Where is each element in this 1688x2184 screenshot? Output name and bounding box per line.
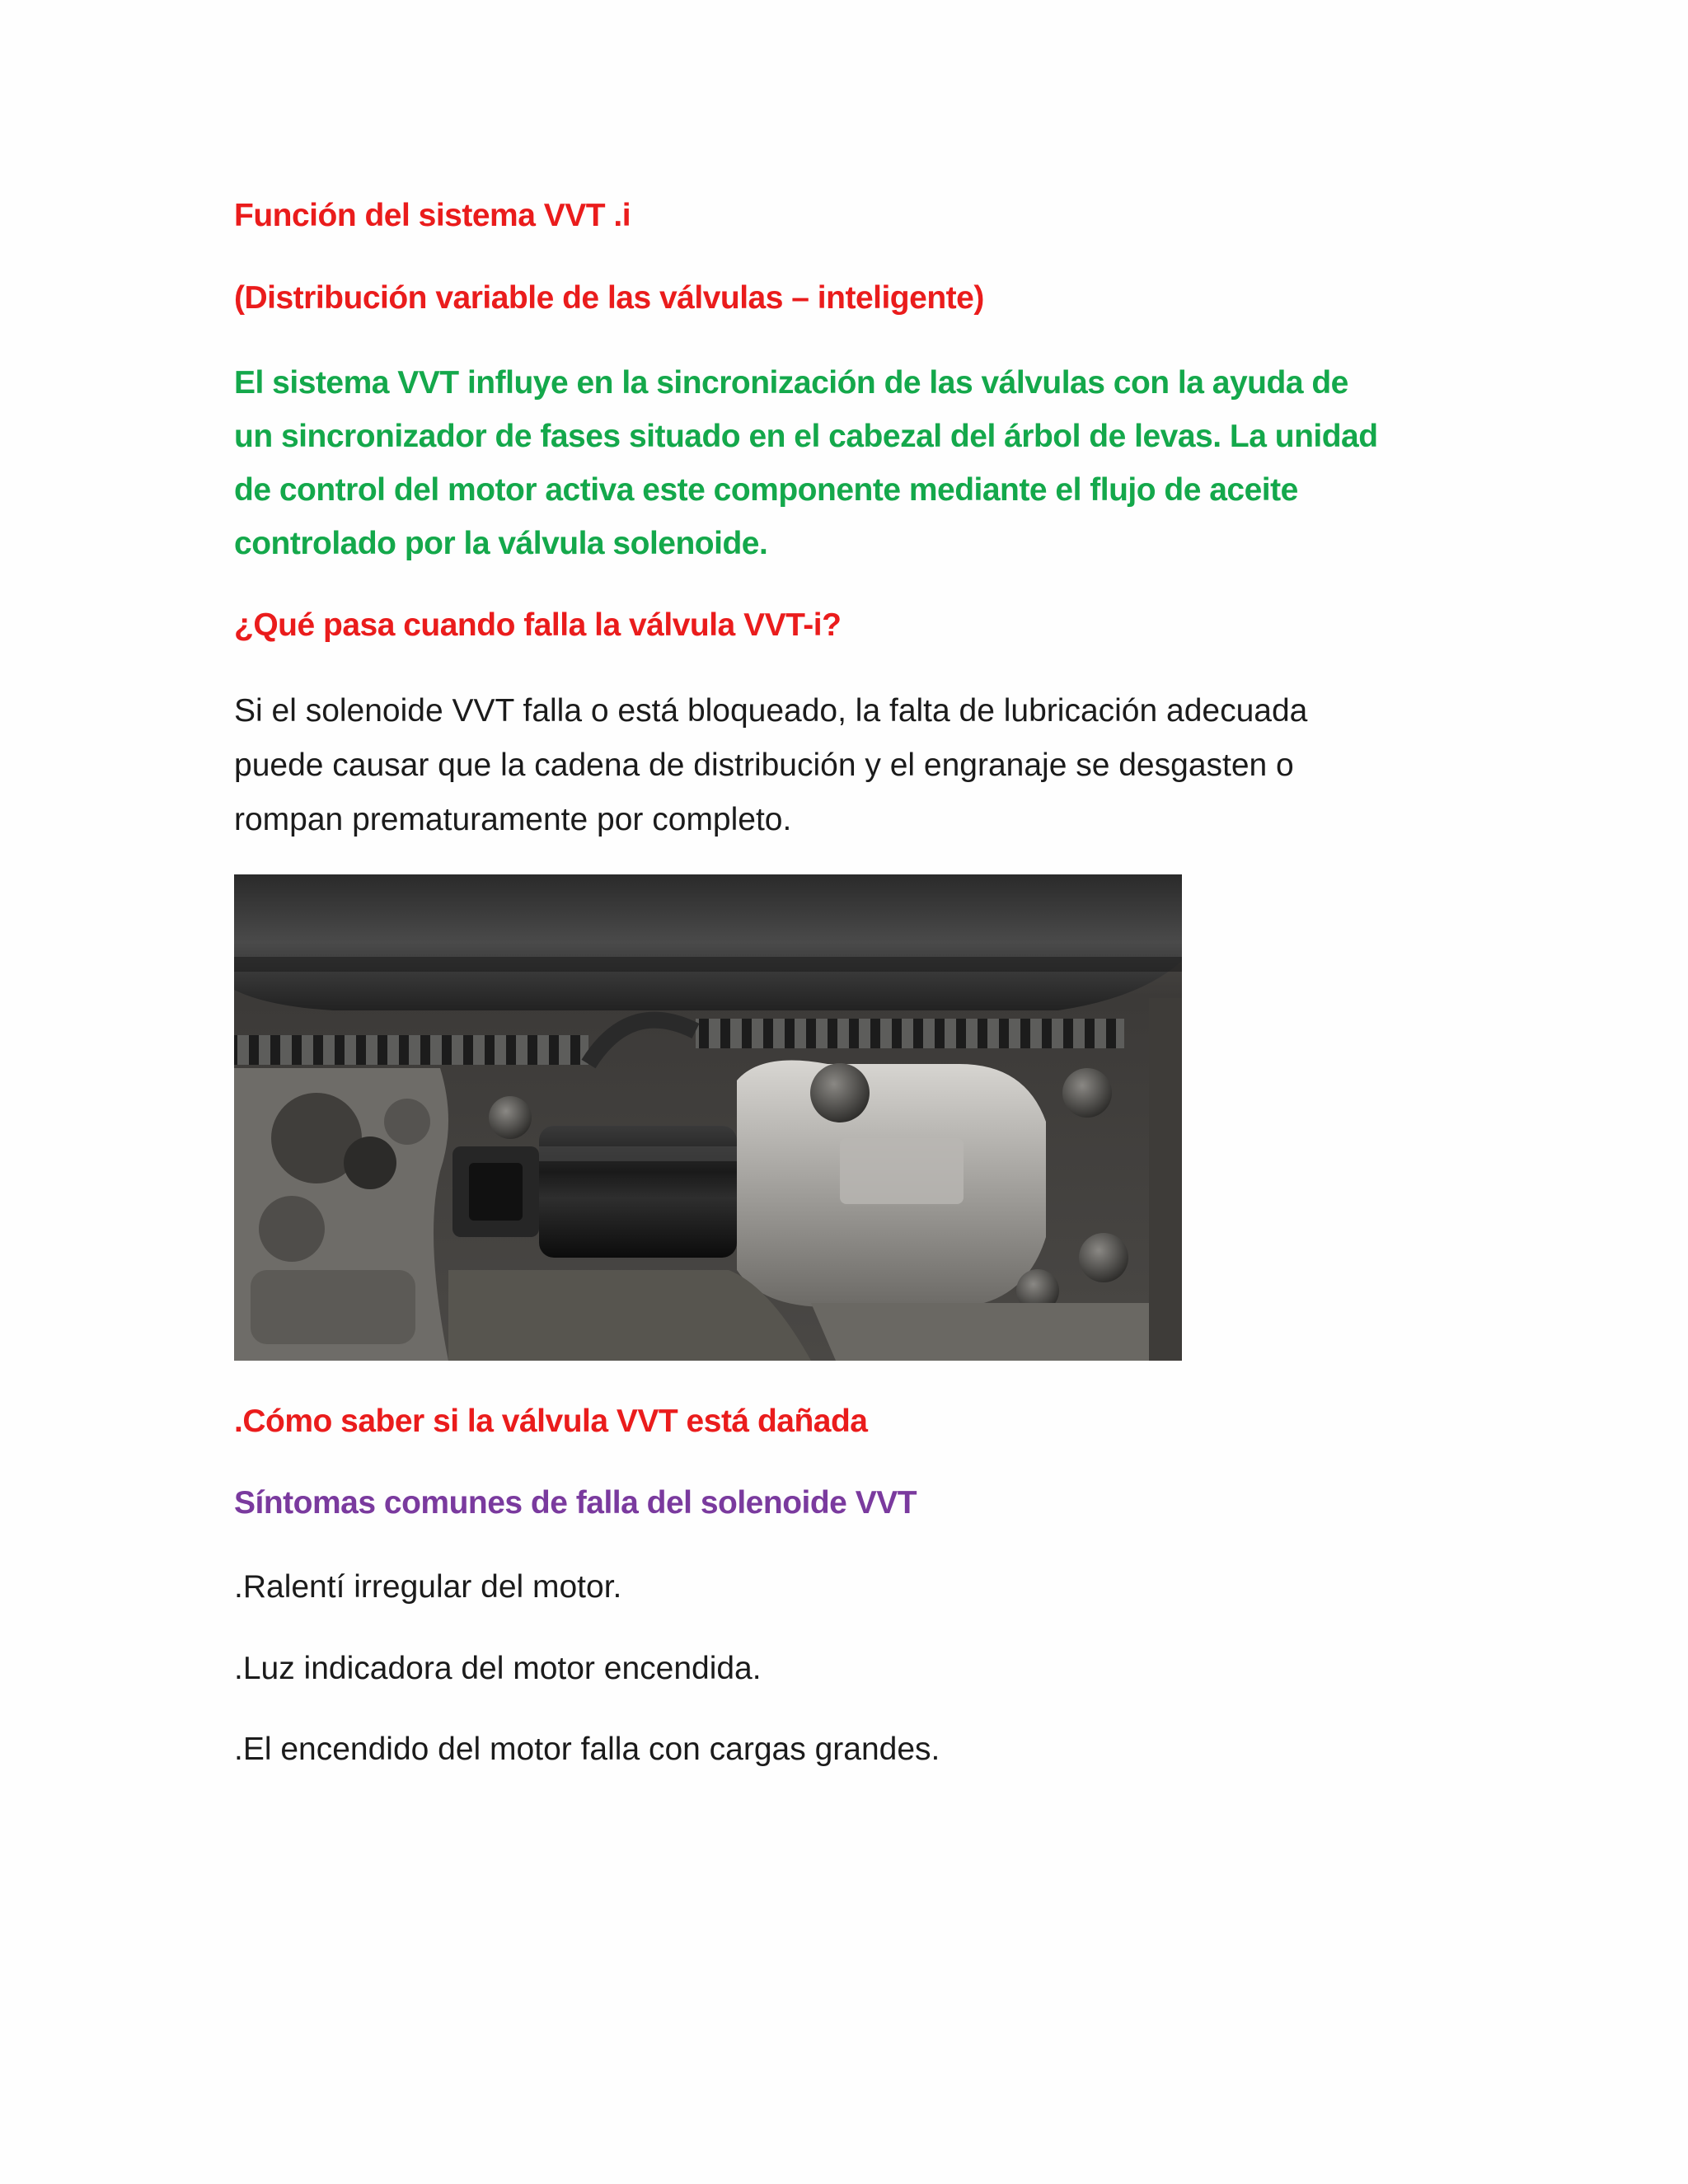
engine-vvt-solenoid-photo [234,874,1182,1361]
failure-line: Si el solenoide VVT falla o está bloqueado, la falta de lubricación adecuada [234,693,1308,729]
title-heading: Función del sistema VVT .i [234,198,631,233]
intro-paragraph [234,356,1378,570]
failure-line: rompan prematuramente por completo. [234,802,792,837]
intro-line: El sistema VVT influye en la sincronización de las válvulas con la ayuda de [234,365,1348,401]
intro-line: de control del motor activa este componente mediante el flujo de aceite [234,472,1298,508]
symptoms-title: Síntomas comunes de falla del solenoide VVT [234,1485,917,1521]
symptom-item: .Ralentí irregular del motor. [234,1569,622,1605]
failure-paragraph [234,684,1307,847]
failure-question-heading: ¿Qué pasa cuando falla la válvula VVT-i? [234,607,842,643]
symptom-item: .Luz indicadora del motor encendida. [234,1651,762,1686]
failure-line: puede causar que la cadena de distribución y el engranaje se desgasten o [234,748,1294,783]
subtitle-heading: (Distribución variable de las válvulas – inteligente) [234,280,984,316]
intro-line: controlado por la válvula solenoide. [234,526,768,561]
intro-line: un sincronizador de fases situado en el cabezal del árbol de levas. La unidad [234,419,1378,454]
symptom-item: .El encendido del motor falla con cargas grandes. [234,1732,940,1767]
diagnosis-heading: .Cómo saber si la válvula VVT está dañada [234,1404,868,1439]
